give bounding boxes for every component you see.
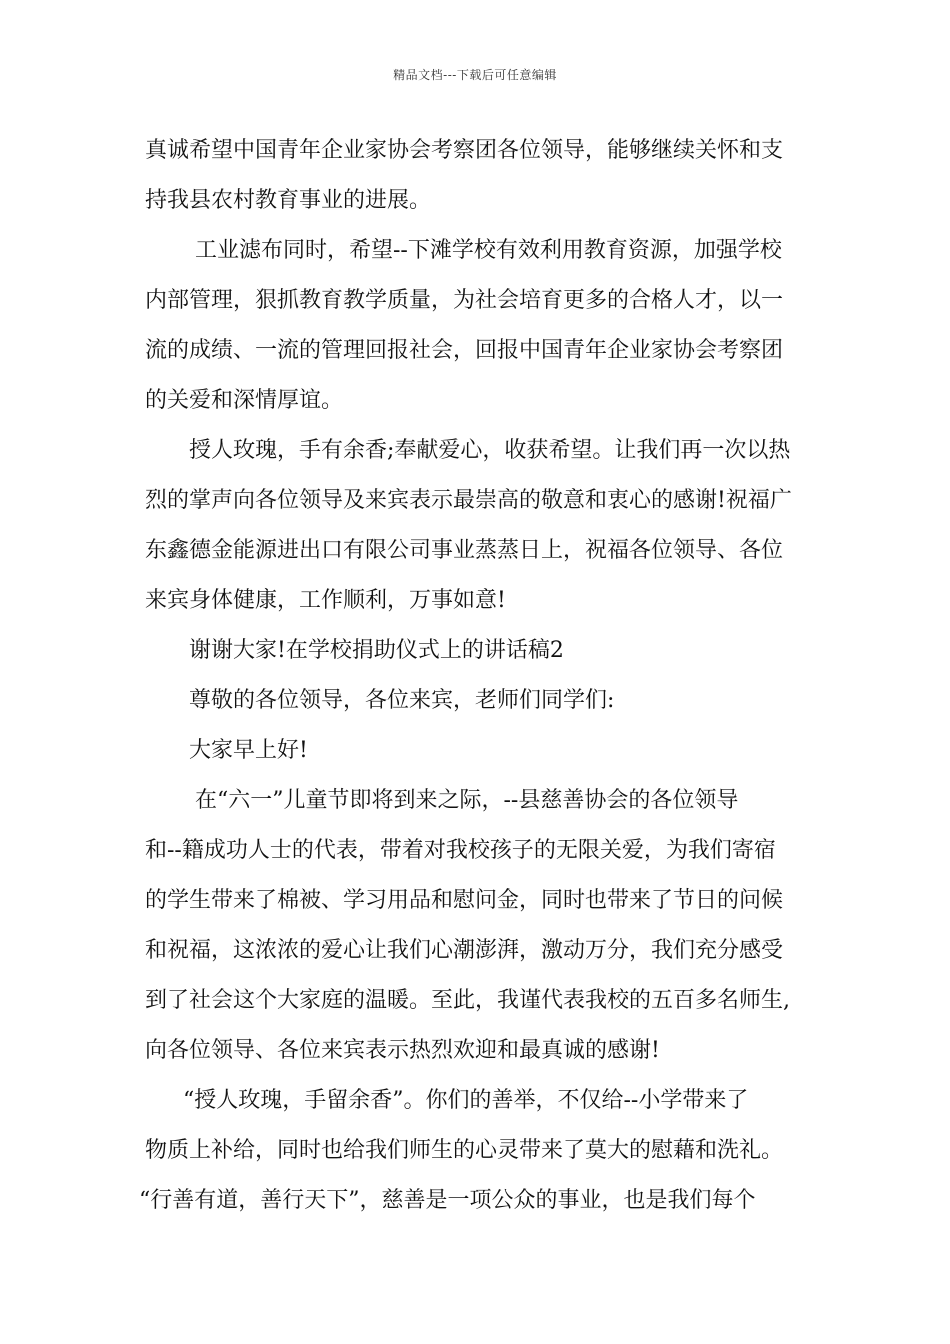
text-line: 到了社会这个大家庭的温暖。至此，我谨代表我校的五百多名师生,: [145, 988, 790, 1013]
text-line: 大家早上好!: [189, 738, 308, 763]
text-line: 和祝福，这浓浓的爱心让我们心潮澎湃，激动万分，我们充分感受: [145, 938, 784, 963]
text-line: 和--籍成功人士的代表，带着对我校孩子的无限关爱，为我们寄宿: [145, 838, 776, 863]
text-line: 东鑫德金能源进出口有限公司事业蒸蒸日上，祝福各位领导、各位: [145, 538, 784, 563]
text-line: “授人玫瑰，手留余香”。你们的善举，不仅给--小学带来了: [183, 1088, 749, 1113]
text-line: 烈的掌声向各位领导及来宾表示最崇高的敬意和衷心的感谢!祝福广: [145, 488, 792, 513]
text-line: 工业滤布同时，希望--下滩学校有效利用教育资源，加强学校: [195, 238, 782, 263]
text-line: “行善有道，善行天下”，慈善是一项公众的事业，也是我们每个: [139, 1188, 756, 1213]
text-line: 持我县农村教育事业的进展。: [145, 188, 432, 213]
text-line: 来宾身体健康，工作顺利，万事如意!: [145, 588, 506, 613]
page-header: 精品文档---下载后可任意编辑: [393, 68, 557, 82]
text-line: 的关爱和深情厚谊。: [145, 388, 344, 413]
text-line: 内部管理，狠抓教育教学质量，为社会培育更多的合格人才，以一: [145, 288, 784, 313]
text-line: 的学生带来了棉被、学习用品和慰问金，同时也带来了节日的问候: [145, 888, 784, 913]
text-line: 向各位领导、各位来宾表示热烈欢迎和最真诚的感谢!: [145, 1038, 660, 1063]
document-body: [139, 126, 825, 1226]
text-line: 物质上补给，同时也给我们师生的心灵带来了莫大的慰藉和洗礼。: [145, 1138, 784, 1163]
text-line: 尊敬的各位领导，各位来宾，老师们同学们:: [189, 688, 615, 713]
text-line: 真诚希望中国青年企业家协会考察团各位领导，能够继续关怀和支: [145, 138, 784, 163]
text-line: 谢谢大家!在学校捐助仪式上的讲话稿2: [189, 638, 564, 663]
text-line: 授人玫瑰，手有余香;奉献爱心，收获希望。让我们再一次以热: [189, 438, 791, 463]
text-line: 在“六一”儿童节即将到来之际，--县慈善协会的各位领导: [195, 788, 739, 813]
text-line: 流的成绩、一流的管理回报社会，回报中国青年企业家协会考察团: [145, 338, 784, 363]
